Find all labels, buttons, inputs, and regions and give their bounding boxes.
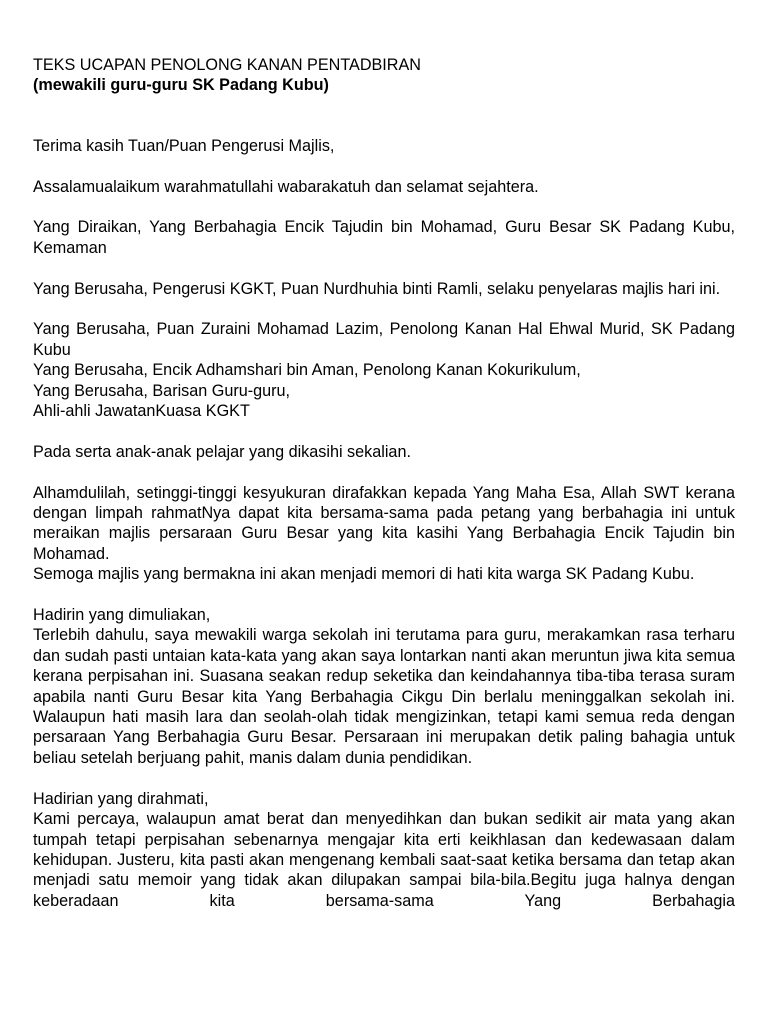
- address-guru-besar: Yang Diraikan, Yang Berbahagia Encik Tajudin bin Mohamad, Guru Besar SK Padang Kubu, Kemaman: [33, 218, 735, 257]
- address-hem: Yang Berusaha, Puan Zuraini Mohamad Lazim, Penolong Kanan Hal Ehwal Murid, SK Padang Kubu: [33, 320, 735, 359]
- address-group: [33, 319, 735, 421]
- hadirin-block-2: [33, 789, 735, 911]
- paragraph-kami: Kami percaya, walaupun amat berat dan menyedihkan dan bukan sedikit air mata yang akan tumpah tetapi perpisahan sebenarnya mengajar kita erti keikhlasan dan kedewasaan dalam kehidupan. Justeru, kita pasti akan mengenang kembali saat-saat ketika bersama dan tetap akan menjadi satu memoir yang tidak akan dilupakan sampai bila-bila.Begitu juga halnya dengan keberadaan kita bersama-sama Yang Berbahagia: [33, 810, 735, 910]
- heading-hadirin-dirahmati: Hadirian yang dirahmati,: [33, 789, 209, 808]
- document-subtitle: (mewakili guru-guru SK Padang Kubu): [33, 76, 329, 95]
- paragraph-terlebih: Terlebih dahulu, saya mewakili warga sekolah ini terutama para guru, merakamkan rasa terharu dan sudah pasti untaian kata-kata yang akan saya lontarkan nanti akan meruntun jiwa kita semua kerana perpisahan ini. Suasana seakan redup seketika dan keindahannya tiba-tiba terasa suram apabila nanti Guru Besar kita Yang Berbahagia Cikgu Din berlalu meninggalkan sekolah ini. Walaupun hati masih lara dan seolah-olah tidak mengizinkan, tetapi kami semua reda dengan persaraan Yang Berbahagia Guru Besar. Persaraan ini merupakan detik paling bahagia untuk beliau setelah berjuang pahit, manis dalam dunia pendidikan.: [33, 626, 735, 767]
- address-kokurikulum: Yang Berusaha, Encik Adhamshari bin Aman, Penolong Kanan Kokurikulum,: [33, 361, 581, 380]
- address-ajk: Ahli-ahli JawatanKuasa KGKT: [33, 402, 250, 421]
- document-page: [33, 55, 735, 911]
- paragraph-semoga: Semoga majlis yang bermakna ini akan menjadi memori di hati kita warga SK Padang Kubu.: [33, 565, 695, 584]
- paragraph-alhamdulilah: Alhamdulilah, setinggi-tinggi kesyukuran dirafakkan kepada Yang Maha Esa, Allah SWT kerana dengan limpah rahmatNya dapat kita bersama-sama pada petang yang berbahagia ini untuk meraikan majlis persaraan Guru Besar yang kita kasihi Yang Berbahagia Encik Tajudin bin Mohamad.: [33, 483, 735, 563]
- greeting: Terima kasih Tuan/Puan Pengerusi Majlis,: [33, 136, 335, 155]
- students-line: Pada serta anak-anak pelajar yang dikasihi sekalian.: [33, 442, 411, 461]
- document-title: TEKS UCAPAN PENOLONG KANAN PENTADBIRAN: [33, 56, 421, 74]
- title-spacer: [33, 96, 735, 136]
- salam: Assalamualaikum warahmatullahi wabarakatuh dan selamat sejahtera.: [33, 177, 539, 196]
- address-pengerusi: Yang Berusaha, Pengerusi KGKT, Puan Nurdhuhia binti Ramli, selaku penyelaras majlis hari ini.: [33, 279, 721, 298]
- alhamdulilah-block: [33, 483, 735, 585]
- heading-hadirin-dimuliakan: Hadirin yang dimuliakan,: [33, 606, 211, 625]
- hadirin-block-1: [33, 605, 735, 768]
- address-guru: Yang Berusaha, Barisan Guru-guru,: [33, 381, 291, 400]
